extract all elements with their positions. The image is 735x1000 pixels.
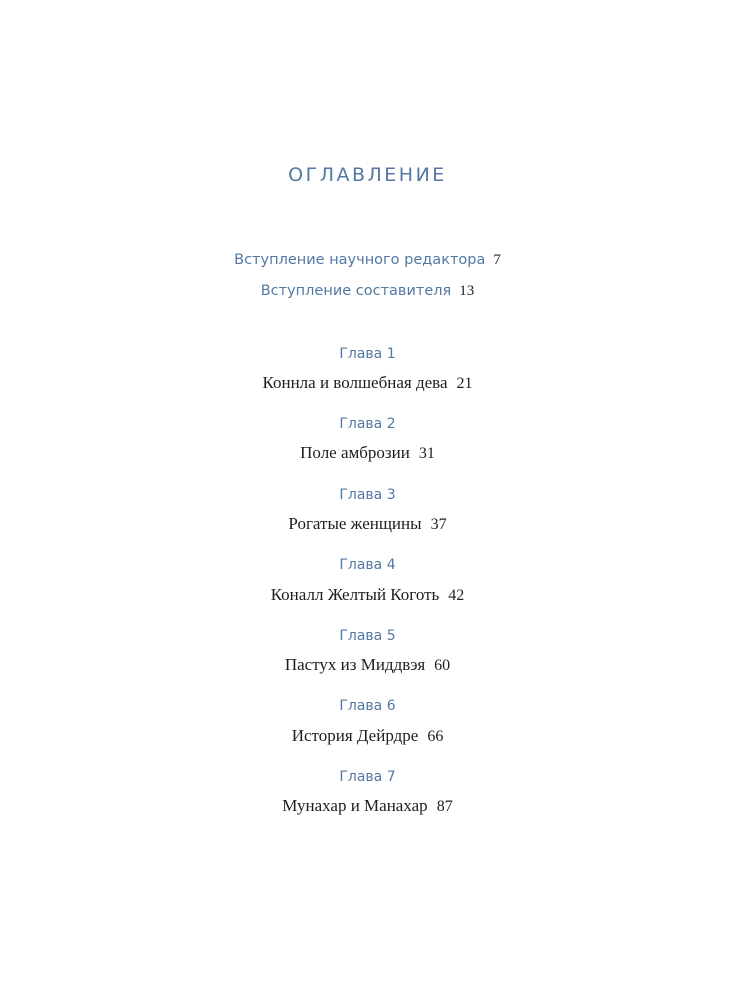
entry-page-number: 13 [459,283,475,299]
chapter-title: История Дейрдре [291,726,419,745]
toc-chapter-entry[interactable] [0,796,735,816]
toc-intro-entry[interactable] [0,252,735,269]
toc-chapter-entry[interactable] [0,443,735,463]
chapter-title: Рогатые женщины [288,514,422,533]
toc-chapter-entry[interactable] [0,655,735,675]
toc-intro-entry[interactable] [0,283,735,300]
chapter-label: Глава 7 [339,769,396,785]
toc-chapter-entry[interactable] [0,585,735,605]
chapter-label: Глава 2 [339,416,396,432]
entry-page-number: 87 [436,798,453,815]
chapter-title: Мунахар и Манахар [282,796,428,815]
toc-title: ОГЛАВЛЕНИЕ [288,164,447,186]
entry-page-number: 66 [427,728,444,745]
entry-page-number: 7 [493,252,501,268]
chapter-label: Глава 3 [339,487,396,503]
chapter-title: Коннла и волшебная дева [262,373,448,392]
entry-label: Вступление составителя [260,283,452,299]
entry-page-number: 37 [430,516,447,533]
chapter-title: Пастух из Миддвэя [284,655,426,674]
entry-page-number: 21 [456,375,473,392]
entry-page-number: 60 [434,657,451,674]
chapter-label: Глава 4 [339,557,396,573]
chapter-label: Глава 5 [339,628,396,644]
chapter-title: Коналл Желтый Коготь [270,585,440,604]
toc-chapter-entry[interactable] [0,726,735,746]
entry-page-number: 42 [448,587,465,604]
chapter-label: Глава 6 [339,698,396,714]
chapter-title: Поле амброзии [300,443,410,462]
entry-page-number: 31 [418,445,435,462]
entry-label: Вступление научного редактора [234,252,486,268]
toc-chapter-entry[interactable] [0,514,735,534]
toc-chapter-entry[interactable] [0,373,735,393]
chapter-label: Глава 1 [339,346,396,362]
